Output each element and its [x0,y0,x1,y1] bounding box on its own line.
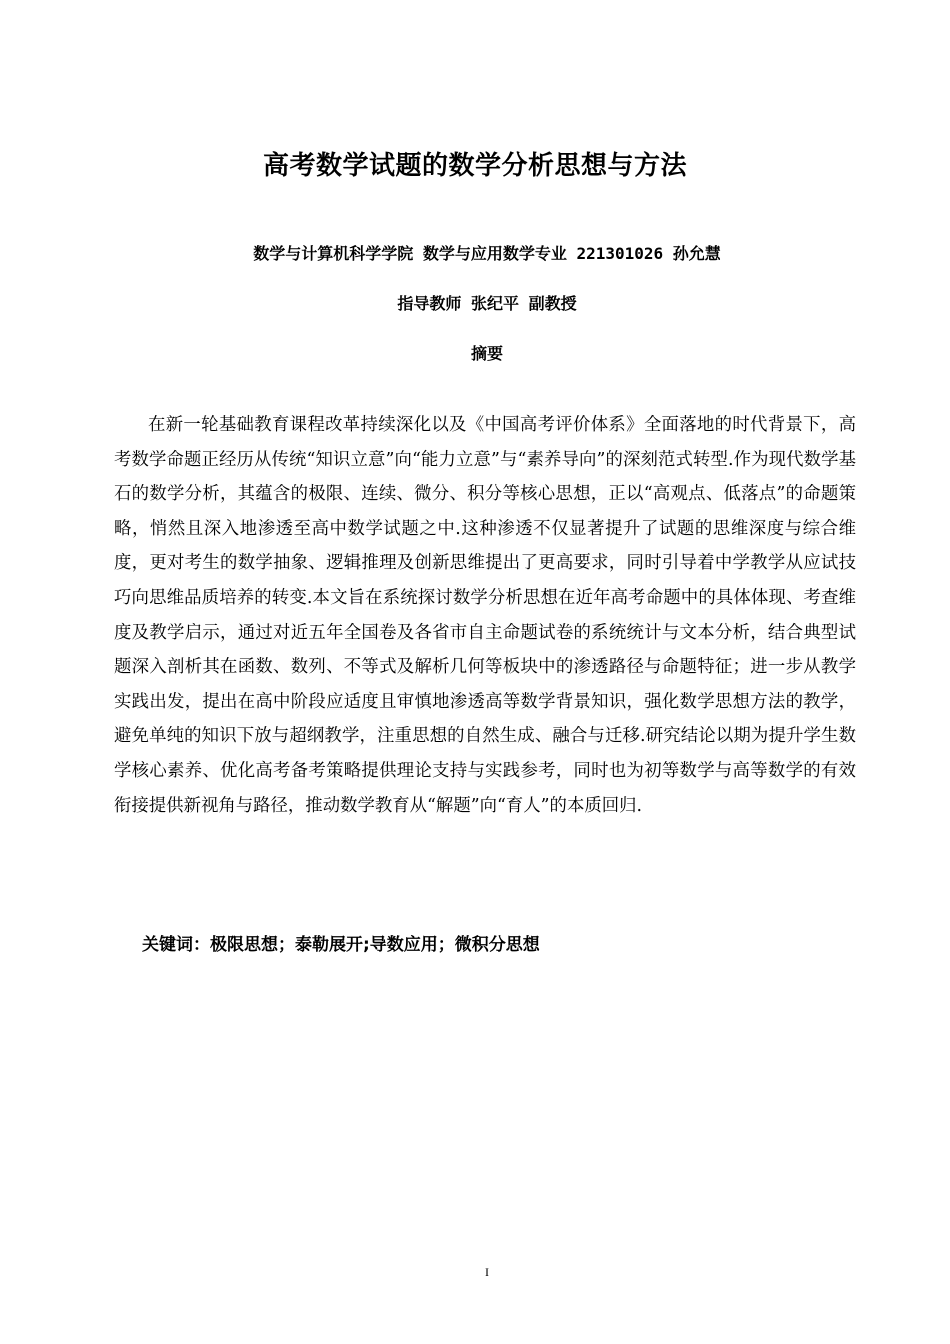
paper-title: 高考数学试题的数学分析思想与方法 [262,151,687,181]
page-number: I [485,1265,489,1279]
abstract-body: 在新一轮基础教育课程改革持续深化以及《中国高考评价体系》全面落地的时代背景下，高考数学命题正经历从传统“知识立意”向“能力立意”与“素养导向”的深刻范式转型.作为现代数学基石的数学分析，其蕴含的极限、连续、微分、积分等核心思想，正以“高观点、低落点”的命题策略，悄然且深入地渗透至高中数学试题之中.这种渗透不仅显著提升了试题的思维深度与综合维度，更对考生的数学抽象、逻辑推理及创新思维提出了更高要求，同时引导着中学教学从应试技巧向思维品质培养的转变.本文旨在系统探讨数学分析思想在近年高考命题中的具体体现、考查维度及教学启示，通过对近五年全国卷及各省市自主命题试卷的系统统计与文本分析，结合典型试题深入剖析其在函数、数列、不等式及解析几何等板块中的渗透路径与命题特征；进一步从教学实践出发，提出在高中阶段应适度且审慎地渗透高等数学背景知识，强化数学思想方法的教学，避免单纯的知识下放与超纲教学，注重思想的自然生成、融合与迁移.研究结论以期为提升学生数学核心素养、优化高考备考策略提供理论支持与实践参考，同时也为初等数学与高等数学的有效衔接提供新视角与路径，推动数学教育从“解题”向“育人”的本质回归. [114,415,856,816]
advisor-line: 指导教师 张纪平 副教授 [397,294,577,313]
abstract-heading: 摘要 [470,344,503,363]
author-line: 数学与计算机科学学院 数学与应用数学专业 221301026 孙允慧 [253,244,721,263]
keywords-line: 关键词：极限思想；泰勒展开;导数应用；微积分思想 [142,935,540,955]
